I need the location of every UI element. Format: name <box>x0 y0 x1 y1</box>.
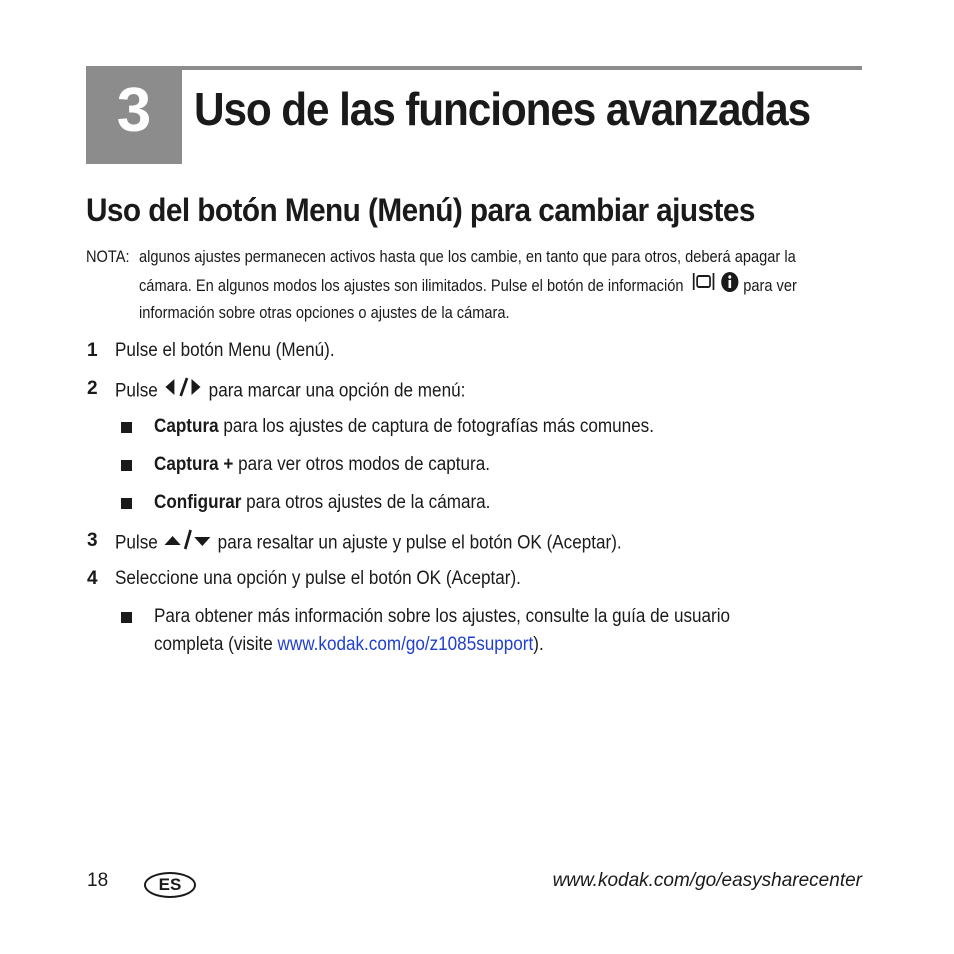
menu-option-name: Captura + <box>154 454 234 475</box>
step-text-before: Pulse <box>115 532 158 554</box>
square-bullet-icon <box>121 422 132 433</box>
step-number: 4 <box>87 568 98 589</box>
chapter-rule <box>86 66 862 70</box>
step-number: 2 <box>87 378 98 399</box>
left-right-arrows-icon <box>163 375 204 408</box>
step-text-after: para resaltar un ajuste y pulse el botón OK (Aceptar). <box>217 532 622 554</box>
menu-option-name: Captura <box>154 416 219 437</box>
support-link[interactable]: www.kodak.com/go/z1085support <box>277 634 534 655</box>
menu-option-desc: para otros ajustes de la cámara. <box>246 492 491 513</box>
menu-option-desc: para los ajustes de captura de fotografías más comunes. <box>223 416 654 437</box>
language-badge: ES <box>144 872 196 898</box>
step-text: Seleccione una opción y pulse el botón OK (Aceptar). <box>115 568 521 589</box>
info-bullet-line-2 <box>154 631 544 659</box>
note-line-2 <box>139 271 797 302</box>
step-number: 3 <box>87 530 98 551</box>
step-text <box>115 375 465 408</box>
note-line-2-end: para ver <box>743 275 797 295</box>
footer-url: www.kodak.com/go/easysharecenter <box>552 870 862 891</box>
note-label: NOTA: <box>86 247 130 266</box>
step-text-after: para marcar una opción de menú: <box>208 380 466 402</box>
menu-option <box>154 413 654 441</box>
square-bullet-icon <box>121 612 132 623</box>
chapter-number: 3 <box>86 66 182 164</box>
note-line-2-text: cámara. En algunos modos los ajustes son ilimitados. Pulse el botón de información <box>139 275 684 295</box>
step-text-before: Pulse <box>115 380 158 402</box>
info-bullet-line-1: Para obtener más información sobre los ajustes, consulte la guía de usuario <box>154 606 731 627</box>
info-button-icon <box>688 271 740 302</box>
chapter-title: Uso de las funciones avanzadas <box>194 83 811 135</box>
note-line-3: información sobre otras opciones o ajustes de la cámara. <box>139 303 510 322</box>
square-bullet-icon <box>121 498 132 509</box>
step-number: 1 <box>87 340 98 361</box>
step-text: Pulse el botón Menu (Menú). <box>115 340 335 361</box>
step-text <box>115 527 622 560</box>
section-title: Uso del botón Menu (Menú) para cambiar ajustes <box>86 192 755 228</box>
info-bullet-text: completa (visite <box>154 634 273 655</box>
menu-option-desc: para ver otros modos de captura. <box>238 454 490 475</box>
page-number: 18 <box>87 870 109 891</box>
up-down-arrows-icon <box>163 527 213 560</box>
square-bullet-icon <box>121 460 132 471</box>
menu-option-name: Configurar <box>154 492 242 513</box>
menu-option <box>154 489 490 517</box>
note-line-1: algunos ajustes permanecen activos hasta que los cambie, en tanto que para otros, deberá apagar la <box>139 247 796 266</box>
info-bullet-text-end: ). <box>533 634 544 655</box>
menu-option <box>154 451 490 479</box>
